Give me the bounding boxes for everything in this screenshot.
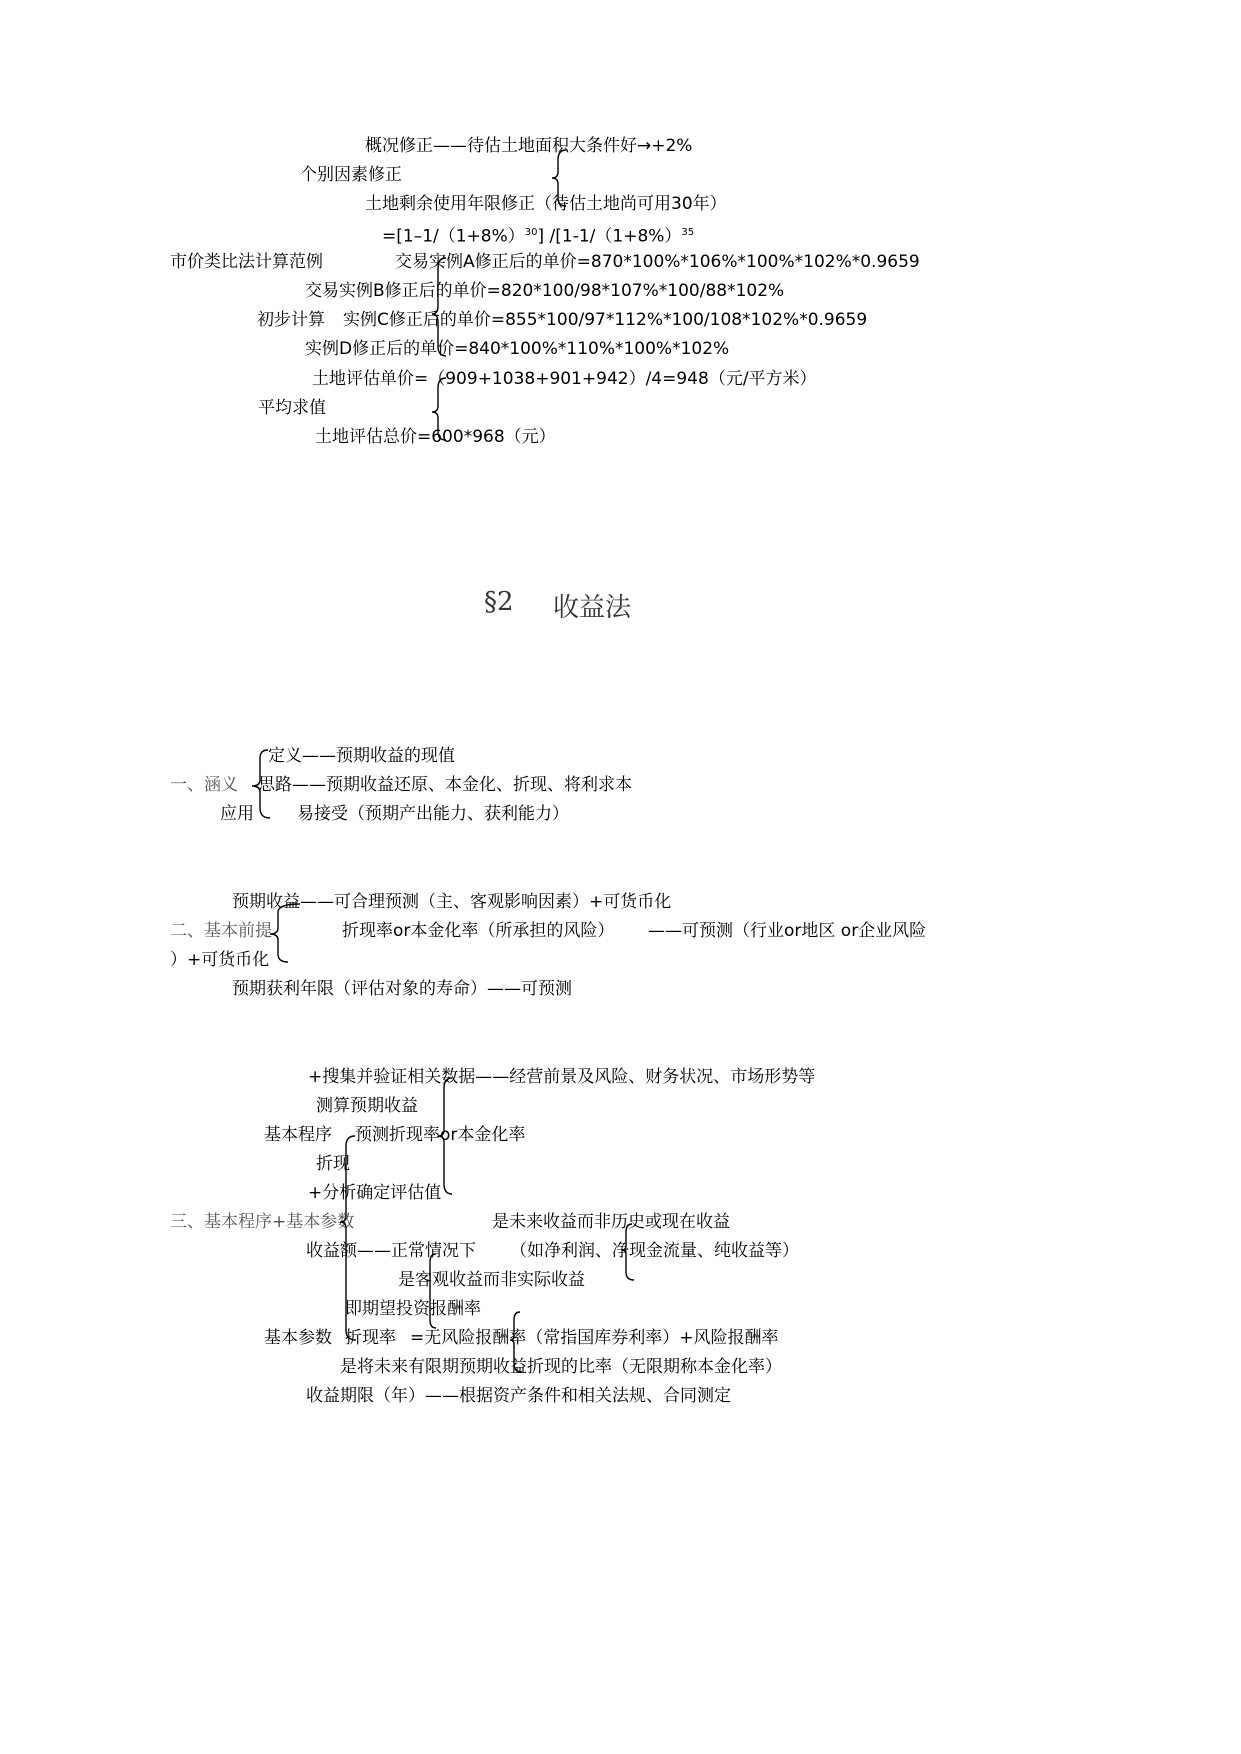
case-b-line: 交易实例B修正后的单价=820*100/98*107%*100/88*102% <box>305 281 785 301</box>
unit-price-line: 土地评估单价=（909+1038+901+942）/4=948（元/平方米） <box>312 369 817 389</box>
formula-part-1: =[1–1/（1+8%） <box>382 226 525 247</box>
formula-exponent-35: 35 <box>681 227 695 238</box>
formula-part-2: ] /[1-1/（1+8%） <box>537 226 682 247</box>
case-c-line: 实例C修正后的单价=855*100/97*112%*100/108*102%*0.9659 <box>343 310 868 330</box>
apply-label: 应用 <box>220 804 254 824</box>
total-price-line: 土地评估总价=600*968（元） <box>315 427 556 447</box>
program-label: 基本程序 <box>264 1125 332 1145</box>
case-d-line: 实例D修正后的单价=840*100%*110%*100%*102% <box>305 339 730 359</box>
years-line: 预期获利年限（评估对象的寿命）——可预测 <box>232 979 572 999</box>
expected-income-line: 预期收益——可合理预测（主、客观影响因素）+可货币化 <box>232 892 672 912</box>
expected-return-line: 即期望投资报酬率 <box>345 1299 481 1319</box>
income-examples: （如净利润、净现金流量、纯收益等） <box>510 1241 799 1261</box>
analyze-line: +分析确定评估值 <box>308 1183 442 1203</box>
years-formula-line <box>382 222 694 248</box>
ratio-line: 是将未来有限期预期收益折现的比率（无限期称本金化率） <box>340 1357 782 1377</box>
apply-text: 易接受（预期产出能力、获利能力） <box>297 804 569 824</box>
summary-correction-line: 概况修正——待估土地面积大条件好→+2% <box>365 136 693 156</box>
idea-line: 思路——预期收益还原、本金化、折现、将利求本 <box>258 775 632 795</box>
riskfree-line: =无风险报酬率（常指国库券利率）+风险报酬率 <box>410 1328 779 1348</box>
premise-heading: 二、基本前提 <box>170 921 272 941</box>
rate-line: 折现率or本金化率（所承担的风险） <box>342 921 615 941</box>
rate-line-tail: ——可预测（行业or地区 or企业风险 <box>648 921 927 941</box>
rate-line-tail-2: ）+可货币化 <box>170 950 270 970</box>
remaining-years-line: 土地剩余使用年限修正（待估土地尚可用30年） <box>365 194 727 214</box>
definition-line: 定义——预期收益的现值 <box>268 746 455 766</box>
calc-example-label: 市价类比法计算范例 <box>170 252 323 272</box>
params-label: 基本参数 <box>264 1328 332 1348</box>
individual-factor-label: 个别因素修正 <box>300 165 402 185</box>
income-label: 收益额——正常情况下 <box>306 1241 476 1261</box>
period-line: 收益期限（年）——根据资产条件和相关法规、合同测定 <box>306 1386 731 1406</box>
procedure-heading: 三、基本程序+基本参数 <box>170 1212 355 1232</box>
future-income-line: 是未来收益而非历史或现在收益 <box>492 1212 730 1232</box>
collect-data-line: +搜集并验证相关数据——经营前景及风险、财务状况、市场形势等 <box>308 1067 816 1087</box>
estimate-income-line: 测算预期收益 <box>316 1096 418 1116</box>
discount-rate-label: 折现率 <box>345 1328 396 1348</box>
section-symbol: §2 <box>484 587 514 617</box>
objective-income-line: 是客观收益而非实际收益 <box>398 1270 585 1290</box>
average-label: 平均求值 <box>258 398 326 418</box>
predict-rate-line: 预测折现率or本金化率 <box>355 1125 526 1145</box>
section-title: 收益法 <box>553 593 632 623</box>
discount-line: 折现 <box>316 1154 350 1174</box>
case-a-line: 交易实例A修正后的单价=870*100%*106%*100%*102%*0.9659 <box>395 252 920 272</box>
meaning-heading: 一、涵义 <box>170 775 238 795</box>
formula-exponent-30: 30 <box>524 227 538 238</box>
initial-calc-label: 初步计算 <box>257 310 325 330</box>
